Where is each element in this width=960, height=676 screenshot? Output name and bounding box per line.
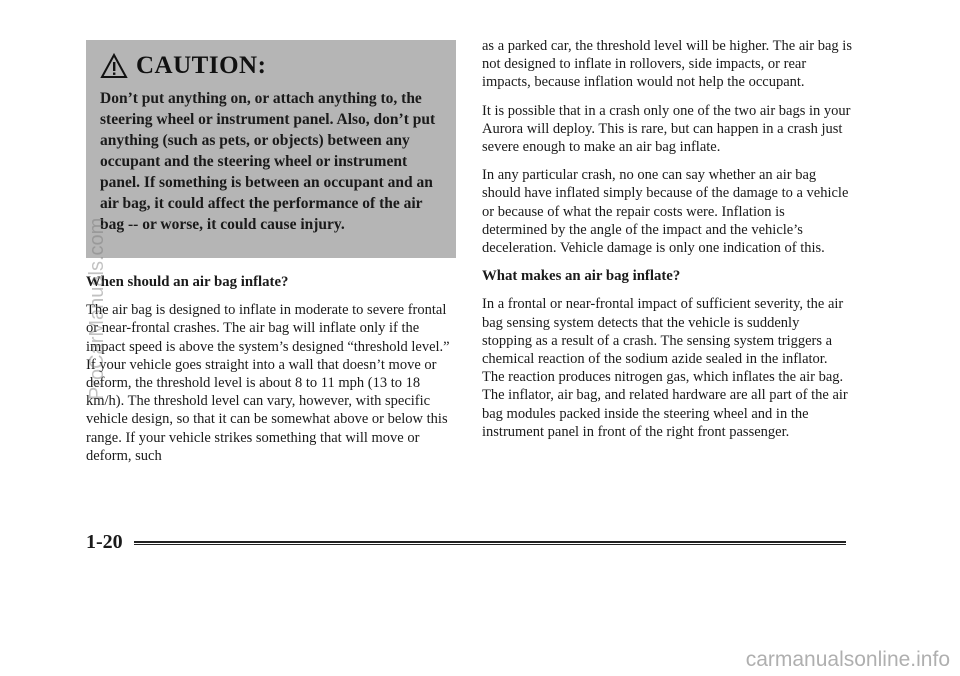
page-number: 1-20	[86, 531, 123, 553]
left-column	[86, 273, 456, 475]
paragraph-one-airbag: It is possible that in a crash only one of the two air bags in your Aurora will deploy. This is rare, but can happen in a crash just severe enough to make an air bag inflate.	[482, 102, 851, 156]
paragraph-threshold-continued: as a parked car, the threshold level will be higher. The air bag is not designed to inflate in rollovers, side impacts, or rear impacts, because inflation would not help the occupant.	[482, 38, 852, 91]
bottom-watermark[interactable]: carmanualsonline.info	[745, 648, 950, 671]
right-column	[482, 37, 852, 451]
paragraph-damage-indication: In any particular crash, no one can say whether an air bag should have inflated simply because of the damage to a vehicle or because of what the repair costs were. Inflation is determined by the angle of the impact and the vehicle’s deceleration. Vehicle damage is only one indication of this.	[482, 167, 849, 257]
paragraph-inflation-system: In a frontal or near-frontal impact of sufficient severity, the air bag sensing system detects that the vehicle is suddenly stopping as a result of a crash. The sensing system triggers a chemical reaction of the sodium azide sealed in the inflator. The reaction produces nitrogen gas, which inflates the air bag. The inflator, air bag, and related hardware are all part of the air bag modules packed inside the steering wheel and in the instrument panel in front of the right front passenger.	[482, 296, 848, 440]
caution-header	[100, 52, 444, 80]
caution-heading: CAUTION:	[136, 52, 267, 79]
caution-text: Don’t put anything on, or attach anything to, the steering wheel or instrument panel. Also, don’t put anything (such as pets, or objects) between any occupant and the steering wheel or instrument panel. If something is between an occupant and an air bag, it could affect the performance of the air bag -- or worse, it could cause injury.	[100, 90, 436, 233]
section-heading-when-inflate: When should an air bag inflate?	[86, 274, 289, 290]
section-heading-what-makes-inflate: What makes an air bag inflate?	[482, 268, 681, 285]
caution-box	[86, 40, 456, 258]
warning-triangle-icon	[100, 53, 128, 79]
footer-rule	[134, 541, 846, 545]
side-watermark: ProCarManuals.com	[86, 217, 108, 400]
paragraph-inflate-conditions: The air bag is designed to inflate in moderate to severe frontal or near-frontal crashes. The air bag will inflate only if the impact speed is above the system’s designed “threshold level.” If your vehicle goes straight into a wall that doesn’t move or deform, the threshold level is about 8 to 11 mph (13 to 18 km/h). The threshold level can vary, however, with specific vehicle design, so that it can be somewhat above or below this range. If your vehicle strikes something that will move or deform, such	[86, 302, 450, 464]
